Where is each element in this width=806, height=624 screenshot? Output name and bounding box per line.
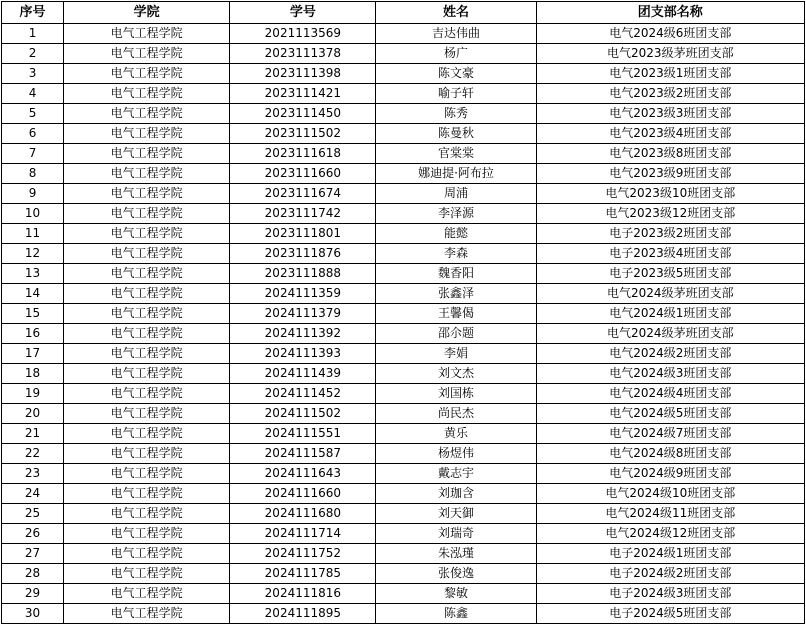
college-cell: 电气工程学院 xyxy=(64,144,230,164)
branch-cell: 电气2024级1班团支部 xyxy=(536,304,804,324)
student-id-cell: 2024111816 xyxy=(230,584,376,604)
student-id-cell: 2024111393 xyxy=(230,344,376,364)
name-cell: 刘瑞奇 xyxy=(376,524,536,544)
student-id-cell: 2024111752 xyxy=(230,544,376,564)
table-row xyxy=(2,304,805,324)
branch-cell: 电气2024级9班团支部 xyxy=(536,464,804,484)
college-cell: 电气工程学院 xyxy=(64,264,230,284)
name-cell: 张俊逸 xyxy=(376,564,536,584)
index-cell: 3 xyxy=(2,64,64,84)
index-cell: 25 xyxy=(2,504,64,524)
name-cell: 陈秀 xyxy=(376,104,536,124)
table-row xyxy=(2,484,805,504)
branch-cell: 电子2024级3班团支部 xyxy=(536,584,804,604)
table-row xyxy=(2,144,805,164)
name-cell: 刘国栋 xyxy=(376,384,536,404)
branch-cell: 电子2023级4班团支部 xyxy=(536,244,804,264)
branch-cell: 电气2024级2班团支部 xyxy=(536,344,804,364)
branch-cell: 电气2024级4班团支部 xyxy=(536,384,804,404)
name-cell: 邵尒题 xyxy=(376,324,536,344)
student-id-cell: 2023111421 xyxy=(230,84,376,104)
index-cell: 18 xyxy=(2,364,64,384)
branch-cell: 电气2024级茅班团支部 xyxy=(536,324,804,344)
index-cell: 4 xyxy=(2,84,64,104)
college-cell: 电气工程学院 xyxy=(64,344,230,364)
college-cell: 电气工程学院 xyxy=(64,324,230,344)
table-row xyxy=(2,424,805,444)
table-row xyxy=(2,84,805,104)
name-cell: 黄乐 xyxy=(376,424,536,444)
student-id-cell: 2024111643 xyxy=(230,464,376,484)
index-cell: 9 xyxy=(2,184,64,204)
college-cell: 电气工程学院 xyxy=(64,244,230,264)
index-cell: 6 xyxy=(2,124,64,144)
index-cell: 23 xyxy=(2,464,64,484)
table-row xyxy=(2,344,805,364)
table-row xyxy=(2,284,805,304)
college-cell: 电气工程学院 xyxy=(64,284,230,304)
college-cell: 电气工程学院 xyxy=(64,124,230,144)
index-cell: 12 xyxy=(2,244,64,264)
student-id-cell: 2023111618 xyxy=(230,144,376,164)
branch-cell: 电气2024级7班团支部 xyxy=(536,424,804,444)
branch-cell: 电气2023级10班团支部 xyxy=(536,184,804,204)
student-id-cell: 2023111876 xyxy=(230,244,376,264)
student-id-cell: 2021113569 xyxy=(230,24,376,44)
college-cell: 电气工程学院 xyxy=(64,44,230,64)
index-cell: 8 xyxy=(2,164,64,184)
name-cell: 刘文杰 xyxy=(376,364,536,384)
column-header-branch: 团支部名称 xyxy=(536,2,804,24)
student-id-cell: 2023111801 xyxy=(230,224,376,244)
index-cell: 24 xyxy=(2,484,64,504)
college-cell: 电气工程学院 xyxy=(64,364,230,384)
name-cell: 刘珈含 xyxy=(376,484,536,504)
branch-cell: 电气2023级1班团支部 xyxy=(536,64,804,84)
table-row xyxy=(2,164,805,184)
table-header-row xyxy=(2,2,805,24)
student-id-cell: 2023111888 xyxy=(230,264,376,284)
table-row xyxy=(2,324,805,344)
name-cell: 杨煜伟 xyxy=(376,444,536,464)
table-row xyxy=(2,364,805,384)
index-cell: 2 xyxy=(2,44,64,64)
branch-cell: 电子2023级2班团支部 xyxy=(536,224,804,244)
table-row xyxy=(2,404,805,424)
name-cell: 黎敏 xyxy=(376,584,536,604)
index-cell: 5 xyxy=(2,104,64,124)
index-cell: 19 xyxy=(2,384,64,404)
student-id-cell: 2023111660 xyxy=(230,164,376,184)
index-cell: 20 xyxy=(2,404,64,424)
college-cell: 电气工程学院 xyxy=(64,164,230,184)
index-cell: 10 xyxy=(2,204,64,224)
branch-cell: 电气2024级8班团支部 xyxy=(536,444,804,464)
college-cell: 电气工程学院 xyxy=(64,504,230,524)
index-cell: 11 xyxy=(2,224,64,244)
branch-cell: 电气2024级5班团支部 xyxy=(536,404,804,424)
name-cell: 王馨偈 xyxy=(376,304,536,324)
branch-cell: 电气2023级8班团支部 xyxy=(536,144,804,164)
index-cell: 13 xyxy=(2,264,64,284)
name-cell: 刘天御 xyxy=(376,504,536,524)
branch-cell: 电气2023级4班团支部 xyxy=(536,124,804,144)
branch-cell: 电气2024级3班团支部 xyxy=(536,364,804,384)
student-id-cell: 2024111587 xyxy=(230,444,376,464)
college-cell: 电气工程学院 xyxy=(64,204,230,224)
table-row xyxy=(2,224,805,244)
student-id-cell: 2024111551 xyxy=(230,424,376,444)
index-cell: 27 xyxy=(2,544,64,564)
college-cell: 电气工程学院 xyxy=(64,104,230,124)
name-cell: 官棠棠 xyxy=(376,144,536,164)
branch-cell: 电气2024级10班团支部 xyxy=(536,484,804,504)
index-cell: 17 xyxy=(2,344,64,364)
college-cell: 电气工程学院 xyxy=(64,484,230,504)
student-id-cell: 2024111392 xyxy=(230,324,376,344)
branch-cell: 电子2024级1班团支部 xyxy=(536,544,804,564)
name-cell: 周浦 xyxy=(376,184,536,204)
name-cell: 魏香阳 xyxy=(376,264,536,284)
branch-cell: 电气2023级2班团支部 xyxy=(536,84,804,104)
student-id-cell: 2023111450 xyxy=(230,104,376,124)
column-header-name: 姓名 xyxy=(376,2,536,24)
index-cell: 21 xyxy=(2,424,64,444)
name-cell: 娜迪提·阿布拉 xyxy=(376,164,536,184)
index-cell: 30 xyxy=(2,604,64,624)
student-id-cell: 2024111502 xyxy=(230,404,376,424)
college-cell: 电气工程学院 xyxy=(64,184,230,204)
college-cell: 电气工程学院 xyxy=(64,224,230,244)
college-cell: 电气工程学院 xyxy=(64,84,230,104)
name-cell: 陈文豪 xyxy=(376,64,536,84)
column-header-index: 序号 xyxy=(2,2,64,24)
table-row xyxy=(2,244,805,264)
college-cell: 电气工程学院 xyxy=(64,384,230,404)
name-cell: 吉达伟曲 xyxy=(376,24,536,44)
college-cell: 电气工程学院 xyxy=(64,524,230,544)
name-cell: 能懿 xyxy=(376,224,536,244)
student-id-cell: 2023111398 xyxy=(230,64,376,84)
branch-cell: 电子2024级5班团支部 xyxy=(536,604,804,624)
index-cell: 22 xyxy=(2,444,64,464)
student-id-cell: 2024111379 xyxy=(230,304,376,324)
table-row xyxy=(2,464,805,484)
college-cell: 电气工程学院 xyxy=(64,304,230,324)
student-id-cell: 2023111742 xyxy=(230,204,376,224)
name-cell: 戴志宇 xyxy=(376,464,536,484)
name-cell: 陈曼秋 xyxy=(376,124,536,144)
college-cell: 电气工程学院 xyxy=(64,564,230,584)
name-cell: 张鑫泽 xyxy=(376,284,536,304)
student-id-cell: 2024111785 xyxy=(230,564,376,584)
branch-cell: 电气2023级12班团支部 xyxy=(536,204,804,224)
branch-cell: 电气2023级3班团支部 xyxy=(536,104,804,124)
branch-cell: 电子2024级2班团支部 xyxy=(536,564,804,584)
college-cell: 电气工程学院 xyxy=(64,64,230,84)
student-id-cell: 2024111895 xyxy=(230,604,376,624)
table-row xyxy=(2,524,805,544)
branch-cell: 电子2023级5班团支部 xyxy=(536,264,804,284)
student-id-cell: 2024111714 xyxy=(230,524,376,544)
student-id-cell: 2023111502 xyxy=(230,124,376,144)
table-row xyxy=(2,204,805,224)
college-cell: 电气工程学院 xyxy=(64,24,230,44)
student-id-cell: 2024111439 xyxy=(230,364,376,384)
index-cell: 7 xyxy=(2,144,64,164)
table-row xyxy=(2,104,805,124)
college-cell: 电气工程学院 xyxy=(64,404,230,424)
name-cell: 陈鑫 xyxy=(376,604,536,624)
college-cell: 电气工程学院 xyxy=(64,584,230,604)
college-cell: 电气工程学院 xyxy=(64,424,230,444)
student-id-cell: 2024111680 xyxy=(230,504,376,524)
table-row xyxy=(2,24,805,44)
column-header-college: 学院 xyxy=(64,2,230,24)
branch-cell: 电气2024级茅班团支部 xyxy=(536,284,804,304)
column-header-student-id: 学号 xyxy=(230,2,376,24)
student-id-cell: 2023111674 xyxy=(230,184,376,204)
college-cell: 电气工程学院 xyxy=(64,604,230,624)
student-id-cell: 2024111660 xyxy=(230,484,376,504)
index-cell: 15 xyxy=(2,304,64,324)
student-id-cell: 2024111452 xyxy=(230,384,376,404)
table-row xyxy=(2,264,805,284)
student-roster-table xyxy=(1,1,805,624)
table-row xyxy=(2,444,805,464)
branch-cell: 电气2024级12班团支部 xyxy=(536,524,804,544)
student-id-cell: 2023111378 xyxy=(230,44,376,64)
name-cell: 喻子轩 xyxy=(376,84,536,104)
table-row xyxy=(2,124,805,144)
table-row xyxy=(2,384,805,404)
table-row xyxy=(2,544,805,564)
table-row xyxy=(2,184,805,204)
college-cell: 电气工程学院 xyxy=(64,464,230,484)
index-cell: 14 xyxy=(2,284,64,304)
index-cell: 29 xyxy=(2,584,64,604)
index-cell: 1 xyxy=(2,24,64,44)
table-row xyxy=(2,604,805,624)
branch-cell: 电气2024级11班团支部 xyxy=(536,504,804,524)
student-id-cell: 2024111359 xyxy=(230,284,376,304)
table-row xyxy=(2,64,805,84)
college-cell: 电气工程学院 xyxy=(64,444,230,464)
table-row xyxy=(2,584,805,604)
index-cell: 16 xyxy=(2,324,64,344)
college-cell: 电气工程学院 xyxy=(64,544,230,564)
name-cell: 李娟 xyxy=(376,344,536,364)
index-cell: 26 xyxy=(2,524,64,544)
table-row xyxy=(2,44,805,64)
name-cell: 李泽源 xyxy=(376,204,536,224)
branch-cell: 电气2023级9班团支部 xyxy=(536,164,804,184)
name-cell: 李森 xyxy=(376,244,536,264)
name-cell: 朱泓瑾 xyxy=(376,544,536,564)
table-row xyxy=(2,564,805,584)
branch-cell: 电气2023级茅班团支部 xyxy=(536,44,804,64)
index-cell: 28 xyxy=(2,564,64,584)
table-row xyxy=(2,504,805,524)
name-cell: 杨广 xyxy=(376,44,536,64)
name-cell: 尚民杰 xyxy=(376,404,536,424)
branch-cell: 电气2024级6班团支部 xyxy=(536,24,804,44)
